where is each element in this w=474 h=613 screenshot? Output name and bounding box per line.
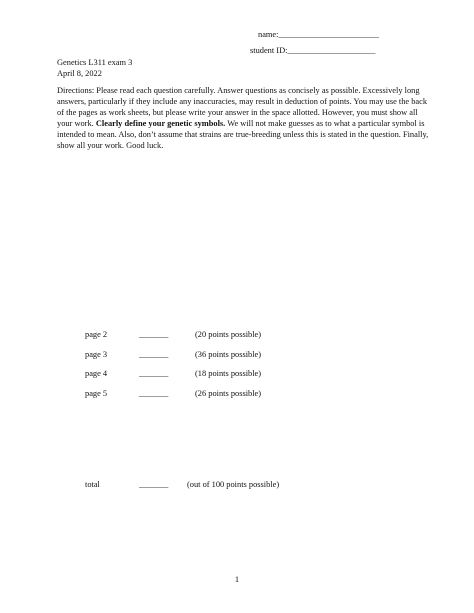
score-points: (20 points possible) — [195, 330, 262, 339]
directions-text-1: Directions: Please read each question carefully. Answer questions as concisely as possible. Excessively long answers, particularly if they include any inaccuracies, may result in deduction of points. You may use the back of the pages as work sheets, but please write your answer in the space allotted. However, you must show all your work. — [57, 86, 428, 128]
total-blank: _______ — [139, 480, 169, 489]
student-id-field-line: student ID:_____________________ — [250, 46, 376, 55]
course-title: Genetics L311 exam 3 — [57, 58, 133, 67]
score-label: page 2 — [85, 330, 108, 339]
score-points: (26 points possible) — [195, 389, 262, 398]
total-label: total — [85, 480, 100, 489]
directions-text-2: We will not make guesses as to what a particular symbol is intended to mean. Also, don’t assume that strains are true-breeding unless this is stated in the question. Finally, show all your work. Good luck. — [57, 118, 429, 150]
score-label: page 3 — [85, 350, 108, 359]
exam-date: April 8, 2022 — [57, 69, 102, 78]
page-number: 1 — [234, 575, 240, 584]
directions-bold-text: Clearly define your genetic symbols. — [95, 118, 226, 128]
score-blank: _______ — [139, 389, 169, 398]
score-blank: _______ — [139, 330, 169, 339]
name-field-line: name:________________________ — [258, 30, 379, 39]
score-label: page 5 — [85, 389, 108, 398]
total-points: (out of 100 points possible) — [187, 480, 280, 489]
score-blank: _______ — [139, 350, 169, 359]
directions-paragraph — [57, 86, 434, 151]
score-label: page 4 — [85, 369, 108, 378]
score-points: (18 points possible) — [195, 369, 262, 378]
score-points: (36 points possible) — [195, 350, 262, 359]
score-blank: _______ — [139, 369, 169, 378]
